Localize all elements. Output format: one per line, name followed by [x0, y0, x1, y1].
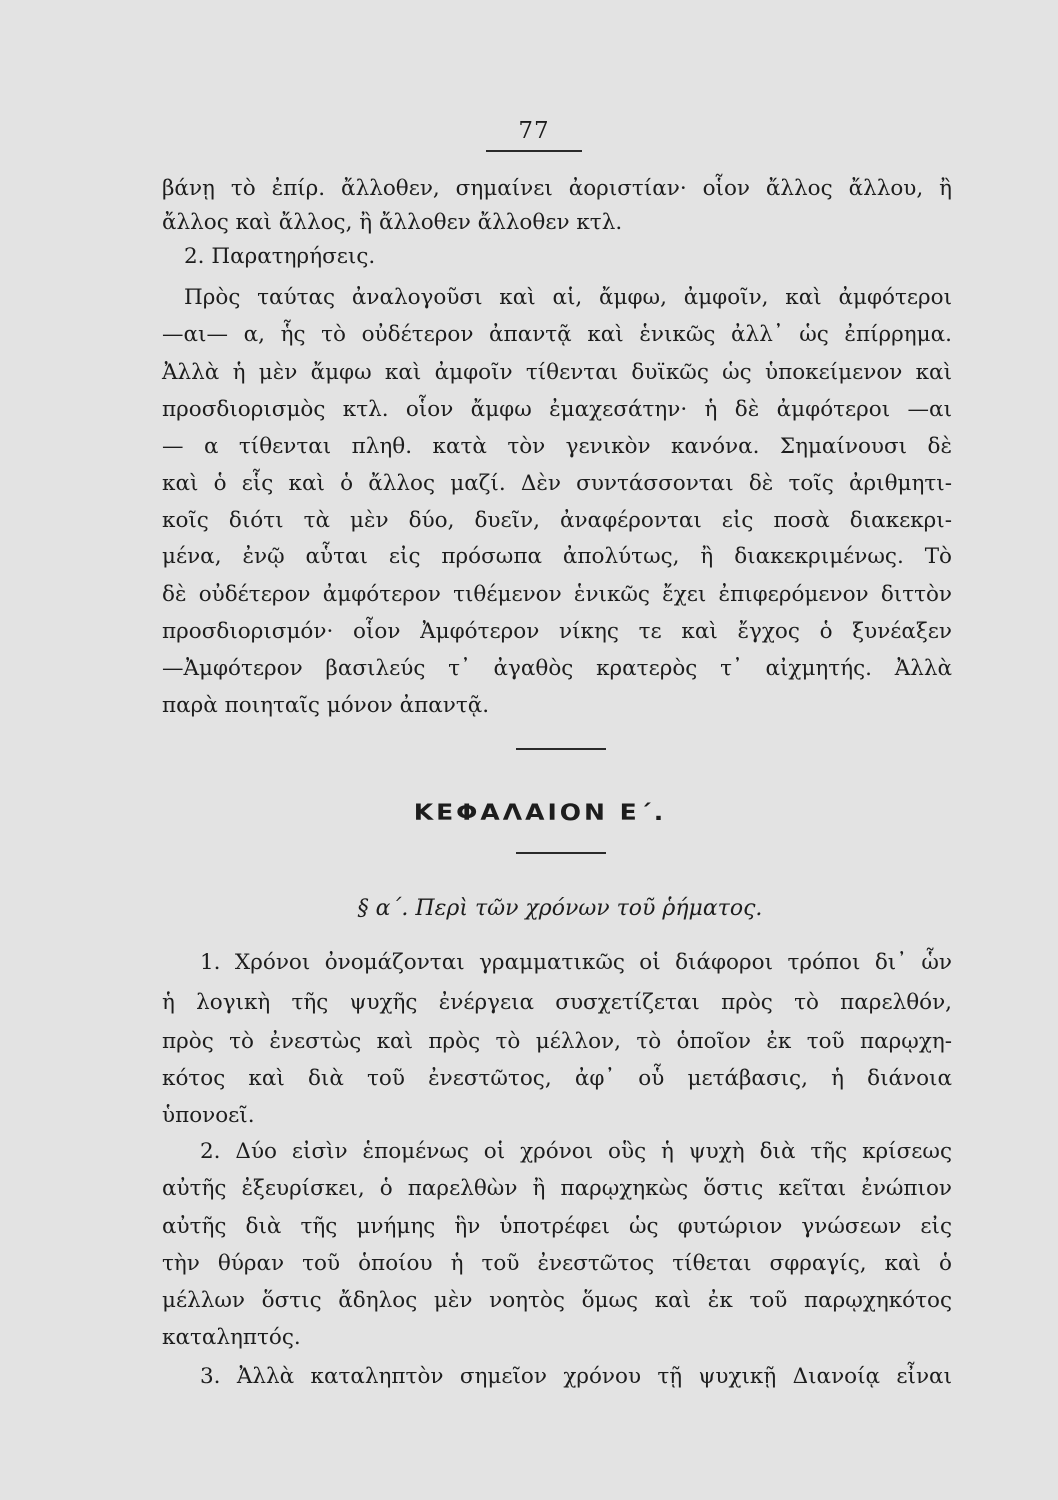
text-line: κοῖς διότι τὰ μὲν δύο, δυεῖν, ἀναφέρονται εἰς ποσὰ διακεκρι- [162, 508, 952, 533]
page-number: 77 [518, 118, 550, 144]
text-line: —Ἀμφότερον βασιλεύς τ᾽ ἀγαθὸς κρατερὸς τ᾽ αἰχμητής. Ἀλλὰ [162, 656, 952, 681]
text-line: Ἀλλὰ ἡ μὲν ἄμφω καὶ ἀμφοῖν τίθενται δυϊκῶς ὡς ὑποκείμενον καὶ [162, 360, 952, 385]
text-line: μένα, ἐνῷ αὗται εἰς πρόσωπα ἀπολύτως, ἢ διακεκριμένως. Τὸ [162, 544, 952, 569]
text-line: τὴν θύραν τοῦ ὁποίου ἡ τοῦ ἐνεστῶτος τίθεται σφραγίς, καὶ ὁ [162, 1251, 952, 1276]
text-line: καὶ ὁ εἷς καὶ ὁ ἄλλος μαζί. Δὲν συντάσσονται δὲ τοῖς ἀριθμητι- [162, 471, 952, 496]
text-line: αὐτῆς ἐξευρίσκει, ὁ παρελθὼν ἢ παρῳχηκὼς ὅστις κεῖται ἐνώπιον [162, 1176, 952, 1201]
text-line: προσδιορισμὸς κτλ. οἷον ἄμφω ἐμαχεσάτην· ἡ δὲ ἀμφότεροι —αι [162, 397, 952, 422]
text-line: βάνῃ τὸ ἐπίρ. ἄλλοθεν, σημαίνει ἀοριστίαν· οἷον ἄλλος ἄλλου, ἢ [162, 176, 952, 201]
text-line: 2. Δύο εἰσὶν ἑπομένως οἱ χρόνοι οὓς ἡ ψυχὴ διὰ τῆς κρίσεως [200, 1139, 952, 1164]
page-number-rule [486, 150, 582, 152]
section-title: § α΄. Περὶ τῶν χρόνων τοῦ ῥήματος. [357, 896, 763, 921]
text-line: Πρὸς ταύτας ἀναλογοῦσι καὶ αἱ, ἄμφω, ἀμφοῖν, καὶ ἀμφότεροι [184, 285, 952, 310]
section-divider [516, 748, 606, 750]
text-line: μέλλων ὅστις ἄδηλος μὲν νοητὸς ὅμως καὶ ἐκ τοῦ παρῳχηκότος [162, 1288, 952, 1313]
subheading-line: 2. Παρατηρήσεις. [184, 244, 376, 269]
chapter-title: ΚΕΦΑΛΑΙΟΝ Ε΄. [413, 799, 667, 826]
text-line: προσδιορισμόν· οἷον Ἀμφότερον νίκης τε καὶ ἔγχος ὁ ξυνέαξεν [162, 619, 952, 644]
text-line: ἄλλος καὶ ἄλλος, ἢ ἄλλοθεν ἄλλοθεν κτλ. [162, 210, 623, 235]
text-line: πρὸς τὸ ἐνεστὼς καὶ πρὸς τὸ μέλλον, τὸ ὁποῖον ἐκ τοῦ παρῳχη- [162, 1029, 952, 1054]
text-line: παρὰ ποιηταῖς μόνον ἀπαντᾷ. [162, 693, 490, 718]
text-line: 1. Χρόνοι ὀνομάζονται γραμματικῶς οἱ διάφοροι τρόποι δι᾽ ὧν [200, 950, 952, 975]
text-line: αὐτῆς διὰ τῆς μνήμης ἣν ὑποτρέφει ὡς φυτώριον γνώσεων εἰς [162, 1214, 952, 1239]
text-line: δὲ οὐδέτερον ἀμφότερον τιθέμενον ἑνικῶς ἔχει ἐπιφερόμενον διττὸν [162, 582, 952, 607]
text-line: κότος καὶ διὰ τοῦ ἐνεστῶτος, ἀφ᾽ οὗ μετάβασις, ἡ διάνοια [162, 1066, 952, 1091]
text-line: καταληπτός. [162, 1325, 301, 1350]
text-line: ὑπονοεῖ. [162, 1103, 255, 1128]
text-line: — α τίθενται πληθ. κατὰ τὸν γενικὸν κανόνα. Σημαίνουσι δὲ [162, 434, 952, 459]
text-line: ἡ λογικὴ τῆς ψυχῆς ἐνέργεια συσχετίζεται πρὸς τὸ παρελθόν, [162, 990, 952, 1015]
text-line: 3. Ἀλλὰ καταληπτὸν σημεῖον χρόνου τῇ ψυχικῇ Διανοίᾳ εἶναι [200, 1364, 952, 1389]
text-line: —αι— α, ἧς τὸ οὐδέτερον ἀπαντᾷ καὶ ἑνικῶς ἀλλ᾽ ὡς ἐπίρρημα. [162, 322, 952, 347]
chapter-divider [516, 852, 606, 854]
